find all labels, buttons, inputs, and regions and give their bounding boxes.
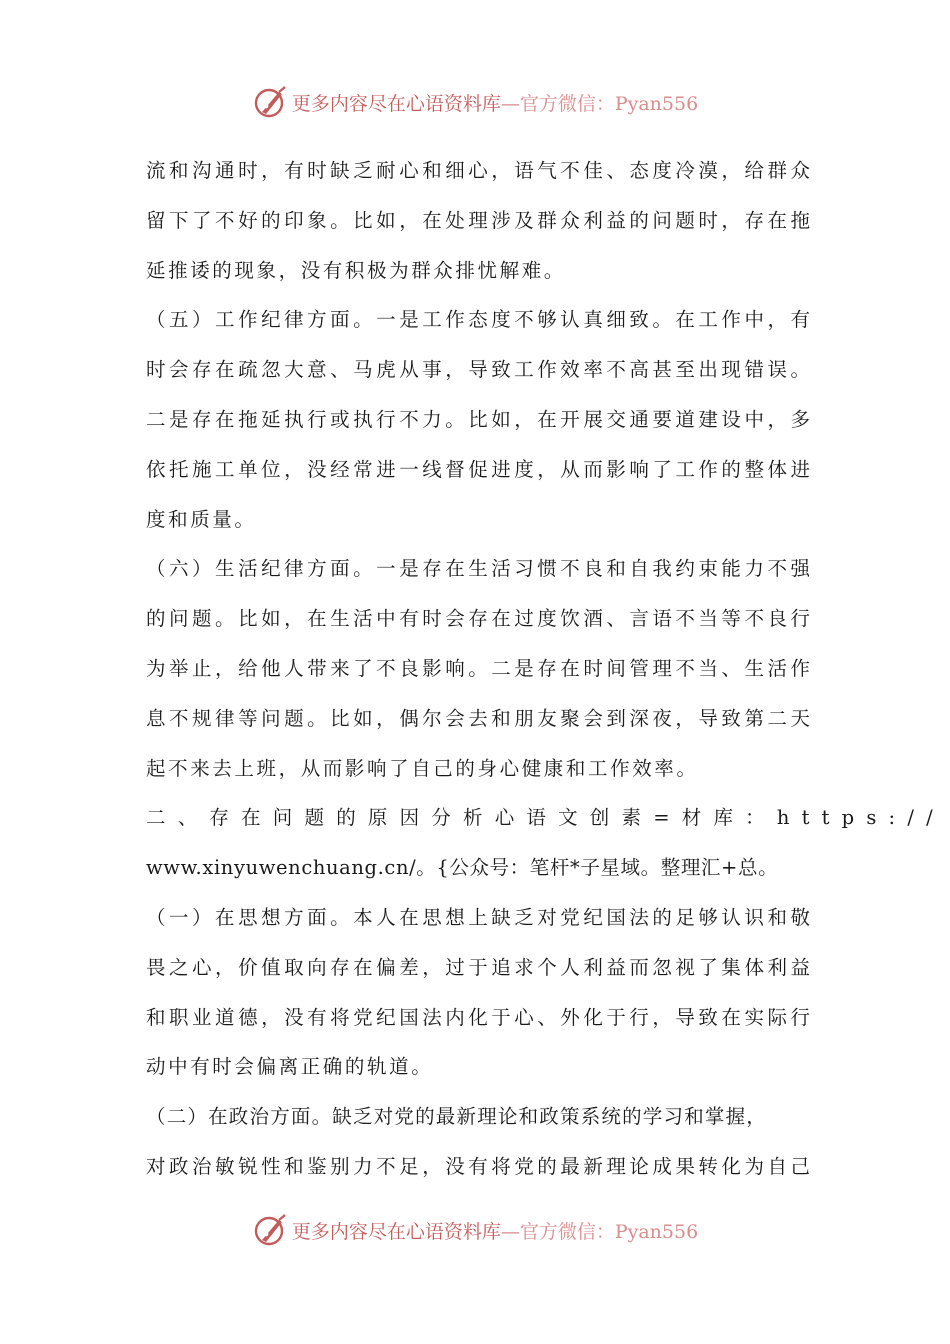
text-line: 留下了不好的印象。比如，在处理涉及群众利益的问题时，存在拖 <box>146 208 810 232</box>
banner-title: 更多内容尽在心语资料库 <box>291 92 501 115</box>
text-line: （五）工作纪律方面。一是工作态度不够认真细致。在工作中，有 <box>146 308 810 332</box>
text-line: 和职业道德，没有将党纪国法内化于心、外化于行，导致在实际行 <box>146 1005 810 1029</box>
section-heading-line: 二、存在问题的原因分析心语文创素=材库：https:// <box>146 806 945 830</box>
text-line: 对政治敏锐性和鉴别力不足，没有将党的最新理论成果转化为自己 <box>146 1154 810 1178</box>
text-line: 起不来去上班，从而影响了自己的身心健康和工作效率。 <box>146 756 699 780</box>
text-line <box>146 793 945 843</box>
pen-logo-icon <box>252 1212 288 1248</box>
text-line: 的问题。比如，在生活中有时会存在过度饮酒、言语不当等不良行 <box>146 607 810 631</box>
banner-wechat: —官方微信：Pyan556 <box>500 1220 699 1243</box>
footer-watermark <box>0 1210 950 1250</box>
text-line: 息不规律等问题。比如，偶尔会去和朋友聚会到深夜，导致第二天 <box>146 706 810 730</box>
text-line: 依托施工单位，没经常进一线督促进度，从而影响了工作的整体进 <box>146 457 810 481</box>
text-line: 时会存在疏忽大意、马虎从事，导致工作效率不高甚至出现错误。 <box>146 358 810 382</box>
banner-title: 更多内容尽在心语资料库 <box>291 1220 501 1243</box>
text-line: 二是存在拖延执行或执行不力。比如，在开展交通要道建设中，多 <box>146 407 810 431</box>
banner-wechat: —官方微信：Pyan556 <box>500 92 699 115</box>
text-line: （六）生活纪律方面。一是存在生活习惯不良和自我约束能力不强 <box>146 557 810 581</box>
text-line: 畏之心，价值取向存在偏差，过于追求个人利益而忽视了集体利益 <box>146 955 810 979</box>
pen-logo-icon <box>252 84 288 120</box>
text-line: 度和质量。 <box>146 507 257 531</box>
text-line <box>146 843 810 893</box>
document-body <box>146 146 945 1192</box>
header-watermark <box>0 82 950 122</box>
text-line: 流和沟通时，有时缺乏耐心和细心，语气不佳、态度冷漠，给群众 <box>146 159 810 182</box>
text-line: 延推诿的现象，没有积极为群众排忧解难。 <box>146 258 566 282</box>
url-line: www.xinyuwenchuang.cn/。{公众号：笔杆*子星域。整理汇+总。 <box>146 856 779 880</box>
text-line: 动中有时会偏离正确的轨道。 <box>146 1055 434 1079</box>
text-line: （一）在思想方面。本人在思想上缺乏对党纪国法的足够认识和敬 <box>146 905 810 929</box>
text-line: 为举止，给他人带来了不良影响。二是存在时间管理不当、生活作 <box>146 656 810 680</box>
text-line: （二）在政治方面。缺乏对党的最新理论和政策系统的学习和掌握， <box>146 1105 768 1129</box>
